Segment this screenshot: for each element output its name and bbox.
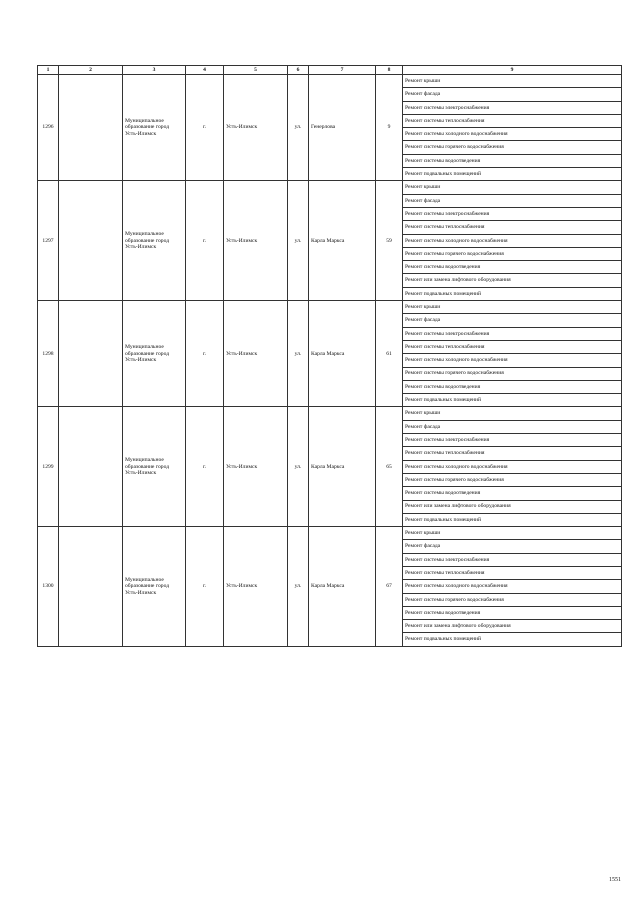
work-item-cell: Ремонт крыши (403, 181, 622, 194)
table-row (38, 75, 622, 88)
work-item-cell: Ремонт системы холодного водоснабжения (403, 354, 622, 367)
page-number: 1551 (609, 877, 621, 883)
header-cell: 3 (123, 66, 186, 75)
work-item-cell: Ремонт системы холодного водоснабжения (403, 580, 622, 593)
house-number-cell: 67 (376, 527, 403, 647)
work-item-cell: Ремонт системы электроснабжения (403, 327, 622, 340)
header-cell: 7 (309, 66, 376, 75)
work-item-cell: Ремонт или замена лифтового оборудования (403, 500, 622, 513)
work-item-cell: Ремонт системы теплоснабжения (403, 340, 622, 353)
settlement-cell: Усть-Илимск (224, 181, 288, 301)
table-body (38, 75, 622, 647)
blank-cell (59, 75, 123, 181)
settlement-type-cell: г. (186, 181, 224, 301)
work-item-cell: Ремонт системы электроснабжения (403, 207, 622, 220)
table-row (38, 301, 622, 314)
house-number-cell: 61 (376, 301, 403, 407)
table-header-row (38, 66, 622, 75)
row-number: 1299 (38, 407, 59, 527)
work-item-cell: Ремонт системы теплоснабжения (403, 114, 622, 127)
work-item-cell: Ремонт системы холодного водоснабжения (403, 128, 622, 141)
work-item-cell: Ремонт системы горячего водоснабжения (403, 141, 622, 154)
street-cell: Карла Маркса (309, 181, 376, 301)
settlement-cell: Усть-Илимск (224, 75, 288, 181)
work-item-cell: Ремонт фасада (403, 540, 622, 553)
row-number: 1297 (38, 181, 59, 301)
table-row (38, 181, 622, 194)
street-type-cell: ул. (288, 181, 309, 301)
blank-cell (59, 301, 123, 407)
work-item-cell: Ремонт или замена лифтового оборудования (403, 620, 622, 633)
blank-cell (59, 181, 123, 301)
work-item-cell: Ремонт крыши (403, 407, 622, 420)
blank-cell (59, 527, 123, 647)
work-item-cell: Ремонт системы холодного водоснабжения (403, 234, 622, 247)
street-type-cell: ул. (288, 301, 309, 407)
work-item-cell: Ремонт системы теплоснабжения (403, 221, 622, 234)
work-item-cell: Ремонт системы электроснабжения (403, 101, 622, 114)
header-cell: 2 (59, 66, 123, 75)
work-item-cell: Ремонт системы горячего водоснабжения (403, 473, 622, 486)
work-item-cell: Ремонт системы водоотведения (403, 606, 622, 619)
municipality-cell: Муниципальное образование город Усть-Илимск (123, 181, 186, 301)
row-number: 1298 (38, 301, 59, 407)
row-number: 1296 (38, 75, 59, 181)
work-item-cell: Ремонт подвальных помещений (403, 168, 622, 181)
work-item-cell: Ремонт системы электроснабжения (403, 553, 622, 566)
work-item-cell: Ремонт фасада (403, 314, 622, 327)
work-item-cell: Ремонт крыши (403, 75, 622, 88)
work-item-cell: Ремонт крыши (403, 301, 622, 314)
municipality-cell: Муниципальное образование город Усть-Илимск (123, 75, 186, 181)
work-item-cell: Ремонт системы горячего водоснабжения (403, 247, 622, 260)
settlement-type-cell: г. (186, 527, 224, 647)
work-item-cell: Ремонт системы теплоснабжения (403, 447, 622, 460)
work-item-cell: Ремонт фасада (403, 88, 622, 101)
work-item-cell: Ремонт системы теплоснабжения (403, 566, 622, 579)
work-item-cell: Ремонт подвальных помещений (403, 633, 622, 646)
work-item-cell: Ремонт системы водоотведения (403, 380, 622, 393)
table-row (38, 407, 622, 420)
work-item-cell: Ремонт подвальных помещений (403, 394, 622, 407)
house-number-cell: 59 (376, 181, 403, 301)
house-number-cell: 9 (376, 75, 403, 181)
table-row (38, 527, 622, 540)
municipality-cell: Муниципальное образование город Усть-Илимск (123, 527, 186, 647)
municipality-cell: Муниципальное образование город Усть-Илимск (123, 407, 186, 527)
settlement-cell: Усть-Илимск (224, 301, 288, 407)
row-number: 1300 (38, 527, 59, 647)
street-type-cell: ул. (288, 527, 309, 647)
street-cell: Карла Маркса (309, 527, 376, 647)
work-item-cell: Ремонт или замена лифтового оборудования (403, 274, 622, 287)
work-item-cell: Ремонт фасада (403, 194, 622, 207)
settlement-cell: Усть-Илимск (224, 407, 288, 527)
work-item-cell: Ремонт системы горячего водоснабжения (403, 593, 622, 606)
header-cell: 1 (38, 66, 59, 75)
settlement-type-cell: г. (186, 407, 224, 527)
work-item-cell: Ремонт системы электроснабжения (403, 434, 622, 447)
house-number-cell: 65 (376, 407, 403, 527)
street-cell: Генерлова (309, 75, 376, 181)
work-item-cell: Ремонт системы водоотведения (403, 261, 622, 274)
work-item-cell: Ремонт системы холодного водоснабжения (403, 460, 622, 473)
street-cell: Карла Маркса (309, 407, 376, 527)
work-item-cell: Ремонт крыши (403, 527, 622, 540)
work-item-cell: Ремонт фасада (403, 420, 622, 433)
settlement-cell: Усть-Илимск (224, 527, 288, 647)
repair-program-table (37, 65, 622, 647)
header-cell: 6 (288, 66, 309, 75)
street-type-cell: ул. (288, 75, 309, 181)
header-cell: 4 (186, 66, 224, 75)
street-type-cell: ул. (288, 407, 309, 527)
blank-cell (59, 407, 123, 527)
header-cell: 9 (403, 66, 622, 75)
work-item-cell: Ремонт подвальных помещений (403, 287, 622, 300)
work-item-cell: Ремонт системы водоотведения (403, 487, 622, 500)
work-item-cell: Ремонт системы водоотведения (403, 154, 622, 167)
settlement-type-cell: г. (186, 75, 224, 181)
header-cell: 8 (376, 66, 403, 75)
work-item-cell: Ремонт системы горячего водоснабжения (403, 367, 622, 380)
street-cell: Карла Маркса (309, 301, 376, 407)
header-cell: 5 (224, 66, 288, 75)
work-item-cell: Ремонт подвальных помещений (403, 513, 622, 526)
settlement-type-cell: г. (186, 301, 224, 407)
municipality-cell: Муниципальное образование город Усть-Илимск (123, 301, 186, 407)
